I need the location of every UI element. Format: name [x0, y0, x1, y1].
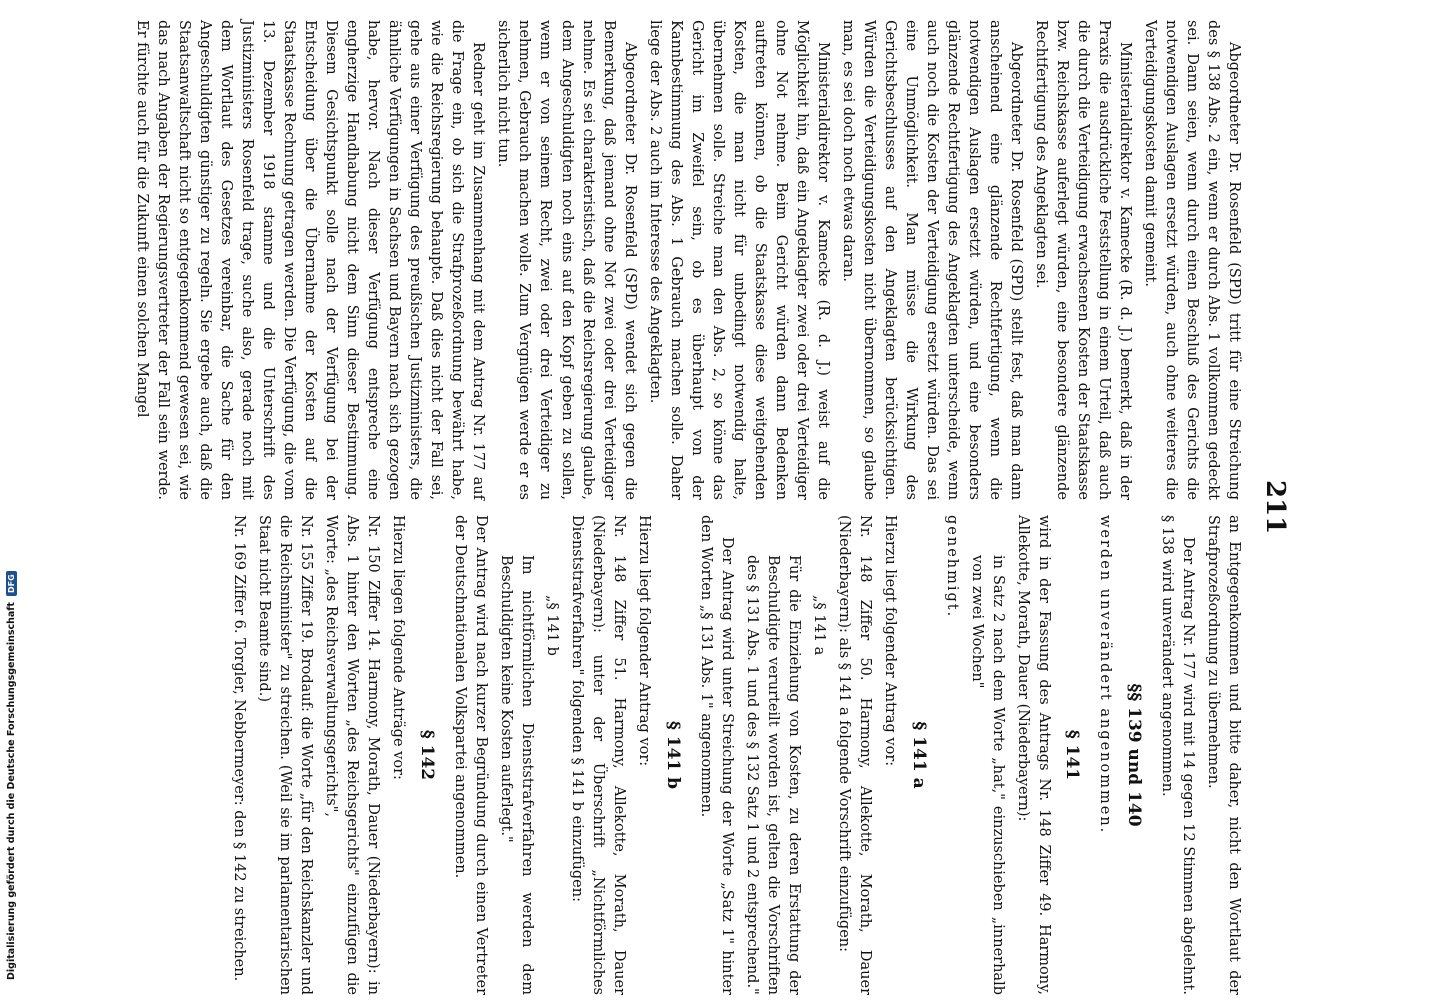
quote-title: „§ 141 a [810, 595, 827, 656]
paragraph: Hierzu liegt folgender Antrag vor: [636, 515, 653, 767]
dfg-logo: DFG [6, 571, 17, 596]
paragraph: Der Antrag Nr. 177 wird mit 14 gegen 12 Stimmen abgelehnt. § 138 wird unverändert angenommen. [1158, 515, 1196, 995]
quote-title: „§ 141 b [544, 595, 561, 656]
paragraph: wird in der Fassung des Antrags Nr. 148 Ziffer 49. Harmony, Allekotte, Morath, Dauer (Niederbayern): [1014, 515, 1052, 995]
paragraph: Ministerialdirektor v. Kamecke (R. d. J.) bemerkt, daß in der Praxis die ausdrückliche Feststellung in einem Urteil, daß auch die durch die Verteidigung erwachsenen Kosten der Staatskasse bzw. Reichskasse auferlegt würden, eine besondere glänzende Rechtfertigung des Angeklagten sei. [1032, 20, 1133, 500]
motion: Nr. 148 Ziffer 50. Harmony, Allekotte, Morath, Dauer (Niederbayern): als § 141 a folgende Vorschrift einzufügen: [835, 515, 873, 995]
rotated-page [14, 0, 1304, 1000]
paragraph: werden unverändert angenommen. [1097, 515, 1114, 835]
paragraph: Abgeordneter Dr. Rosenfeld (SPD) tritt für eine Streichung des § 138 Abs. 2 ein, wenn er durch Abs. 1 vollkommen gedeckt sei. Dann seien, wenn durch einen Beschluß des Gerichts die notwendigen Auslagen ersetzt würden, auch ohne weiteres die Verteidigungskosten damit gemeint. [1141, 20, 1242, 500]
paragraph: Redner geht im Zusammenhang mit dem Antrag Nr. 177 auf die Frage ein, ob sich die Strafprozeßordnung bewährt habe, wie die Reichsregierung behaupte. Daß dies nicht der Fall sei, gehe aus einer Verfügung des preußischen Justizministers, die ähnliche Verfügungen in Sachsen und Bayern nach sich gezogen habe, hervor. Nach dieser Verfügung entspreche eine engherzige Handhabung nicht dem Sinn dieser Bestimmung. Diesem Gesichtspunkt solle nach der Verfügung bei der Entscheidung über die Übernahme der Kosten auf die Staatskasse Rechnung getragen werden. Die Verfügung, die vom 13. Dezember 1918 stamme und die Unterschrift des Justizministers Rosenfeld trage, suche also, gerade noch mit dem Wortlaut des Gesetzes vereinbar, die Sache für den Angeschuldigten günstiger zu regeln. Sie ergebe auch, daß die Staatsanwaltschaft nicht so entgegenkommend gewesen sei, wie das nach Angaben der Regierungsvertreter der Fall sein werde. Er fürchte auch für die Zukunft einen solchen Mangel [134, 20, 487, 500]
footer-text: Digitalisierung gefördert durch die Deutsche Forschungsgemeinschaft [5, 602, 17, 980]
paragraph: Hierzu liegt folgender Antrag vor: [881, 515, 898, 767]
section-heading-141a: § 141 a [908, 721, 929, 789]
motion: Nr. 169 Ziffer 6. Torgler, Nebbermeyer: den § 142 zu streichen. [231, 515, 248, 982]
section-heading-141: § 141 [1062, 729, 1083, 781]
section-heading-139: §§ 139 und 140 [1123, 683, 1144, 827]
paragraph: an Entgegenkommen und bitte daher, nicht den Wortlaut der Strafprozeßordnung zu übernehmen. [1204, 515, 1242, 995]
quote: Im nichtförmlichen Dienststrafverfahren werden dem Beschuldigten keine Kosten auferlegt." [498, 555, 536, 995]
section-heading-142: § 142 [417, 729, 437, 781]
digitization-credit [4, 0, 18, 1000]
motion: Nr. 148 Ziffer 51. Harmony, Allekotte, Morath, Dauer (Niederbayern): unter der Überschrift „Nichtförmliches Dienststrafverfahren" folgenden § 141 b einzufügen: [569, 515, 628, 995]
paragraph: genehmigt. [943, 515, 960, 619]
motion: Nr. 155 Ziffer 19. Brodauf: die Worte „für den Reichskanzler und die Reichsminister" zu streichen. (Weil sie im parlamentarischen Staat nicht Beamte sind.) [256, 515, 315, 995]
section-heading-141b: § 141 b [662, 720, 683, 790]
right-column [224, 515, 1244, 995]
quote: Für die Einziehung von Kosten, zu deren Erstattung der Beschuldigte verurteilt worden ist, gelten die Vorschriften des § 131 Abs. 1 und des § 132 Satz 1 und 2 entsprechend." [743, 555, 802, 995]
paragraph: Der Antrag wird nach kurzer Begründung durch einen Vertreter der Deutschnationalen Volkspartei angenommen. [452, 515, 490, 995]
paragraph: Hierzu liegen folgende Anträge vor: [390, 515, 407, 780]
motion: Nr. 150 Ziffer 14. Harmony, Morath, Dauer (Niederbayern): in Abs. 1 hinter den Worten „des Reichsgerichts" einzufügen die Worte: „des Reichsverwaltungsgerichts", [323, 515, 382, 995]
paragraph: Der Antrag wird unter Streichung der Worte „Satz 1" hinter den Worten „§ 131 Abs. 1" angenommen. [697, 515, 735, 995]
paragraph: Abgeordneter Dr. Rosenfeld (SPD) wendet sich gegen die Bemerkung, daß jemand ohne Not zwei oder drei Verteidiger nehme. Es sei charakteristisch, daß die Reichsregierung glaube, dem Angeschuldigten noch eins auf den Kopf geben zu sollen, wenn er von seinem Recht, zwei oder drei Verteidiger zu nehmen, Gebrauch machen wolle. Zum Vergnügen werde er es sicherlich nicht tun. [495, 20, 638, 500]
page-number: 211 [1260, 480, 1290, 535]
paragraph: Abgeordneter Dr. Rosenfeld (SPD) stellt fest, daß man dann anscheinend eine glänzende Rechtfertigung, wenn die notwendigen Auslagen ersetzt würden, und eine besonders glänzende Rechtfertigung des Angeklagten unterscheide, wenn auch noch die Kosten der Verteidigung ersetzt würden. Das sei eine Unmöglichkeit. Man müsse die Wirkung des Gerichtsbeschlusses auf den Angeklagten berücksichtigen. Würden die Verteidigungskosten nicht übernommen, so glaube man, es sei doch noch etwas daran. [839, 20, 1024, 500]
left-column [127, 20, 1244, 500]
paragraph: Ministerialdirektor v. Kamecke (R. d. J.) weist auf die Möglichkeit hin, daß ein Angeklagter zwei oder drei Verteidiger ohne Not nehme. Beim Gericht würden dann Bedenken auftreten können, ob die Staatskasse diese weitgehenden Kosten, die man nicht für unbedingt notwendig halte, übernehmen solle. Streiche man den Abs. 2, so könne das Gericht im Zweifel sein, ob es überhaupt von der Kannbestimmung des Abs. 1 Gebrauch machen solle. Daher liege der Abs. 2 auch im Interesse des Angeklagten. [646, 20, 831, 500]
quote: in Satz 2 nach dem Worte „hat," einzuschieben „innerhalb von zwei Wochen" [968, 555, 1006, 995]
